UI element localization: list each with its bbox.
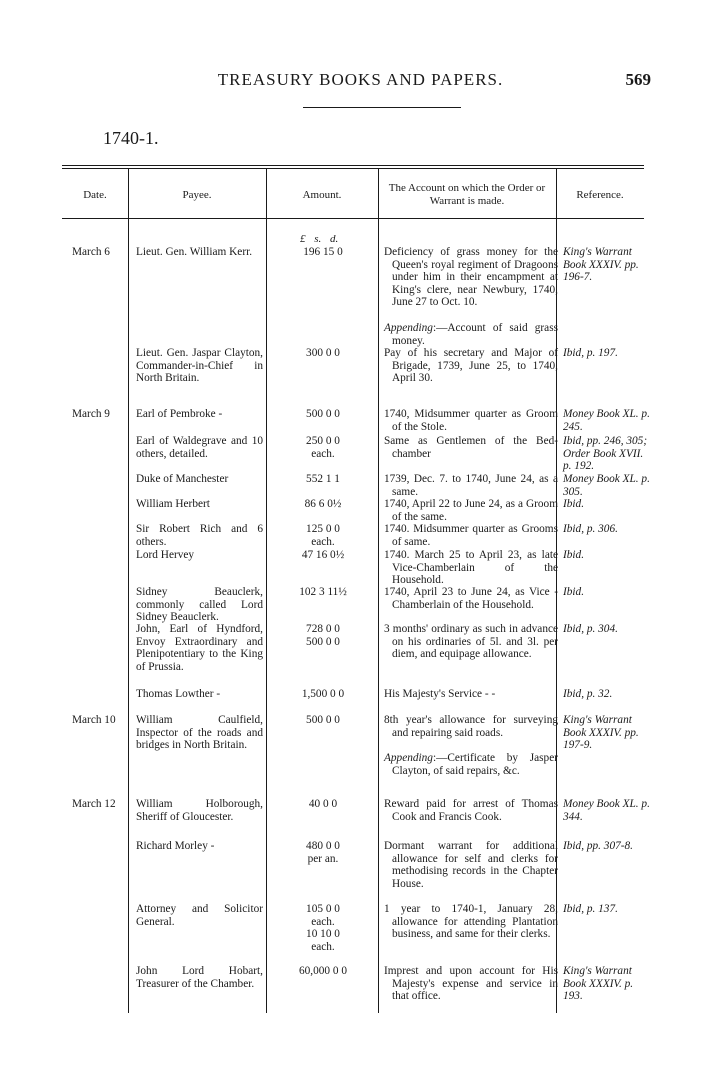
reference-cell: King's Warrant Book XXXIV. pp. 196-7. — [563, 246, 639, 284]
payee-cell: Richard Morley - — [136, 840, 215, 852]
payee-cell: John, Earl of Hyndford, Envoy Extraordinary and Plenipotentiary to the King of Prussia. — [136, 623, 263, 673]
amount-cell: 86 6 0½ — [304, 498, 342, 510]
amount-cell: 40 0 0 — [308, 798, 338, 810]
reference-cell: Ibid, pp. 307-8. — [563, 840, 633, 852]
account-cell: 1 year to 1740-1, January 28, allowance for attending Plantation business, and same for their clerks. — [384, 903, 558, 941]
payee-cell: Lord Hervey — [136, 549, 195, 561]
account-cell: 1740. March 25 to April 23, as late Vice-Chamberlain of the Household. — [384, 549, 558, 587]
appending-note — [384, 752, 558, 777]
amount-value: 125 0 0 — [306, 523, 340, 535]
amount-note: each. — [311, 535, 335, 548]
amount-value: 480 0 0 — [306, 840, 340, 852]
column-header-account: The Account on which the Order or Warrant is made. — [388, 182, 546, 207]
amount-value: 728 0 0 — [306, 623, 340, 635]
account-cell: Dormant warrant for additional allowance for self and clerks for methodising records in the Chapter House. — [384, 840, 558, 890]
reference-cell: Ibid, p. 304. — [563, 623, 618, 635]
amount-note-2: each. — [311, 940, 335, 953]
amount-value: 250 0 0 — [306, 435, 340, 447]
payee-cell: Lieut. Gen. William Kerr. — [136, 246, 253, 258]
lsd-header: £ s. d. — [300, 233, 339, 245]
running-title: TREASURY BOOKS AND PAPERS. — [217, 70, 504, 89]
reference-cell: Ibid. — [563, 586, 585, 598]
account-cell: 1740, Midsummer quarter as Groom of the Stole. — [384, 408, 558, 433]
account-cell: 1740, April 22 to June 24, as a Groom of the same. — [384, 498, 558, 523]
date-cell: March 6 — [72, 246, 110, 258]
reference-cell: Money Book XL. p. 344. — [563, 798, 650, 823]
column-divider — [378, 168, 379, 1013]
reference-cell: King's Warrant Book XXXIV. p. 193. — [563, 965, 634, 1003]
reference-cell: Ibid, p. 306. — [563, 523, 618, 535]
reference-cell: Ibid, pp. 246, 305; Order Book XVII. p. 192. — [563, 435, 648, 473]
column-divider — [128, 168, 129, 1013]
reference-cell: Ibid, p. 137. — [563, 903, 618, 915]
account-cell — [384, 246, 558, 309]
amount-cell — [270, 623, 376, 648]
payee-cell: Sir Robert Rich and 6 others. — [136, 523, 263, 548]
column-header-amount: Amount. — [302, 188, 342, 201]
amount-value: 105 0 0 — [306, 903, 340, 915]
date-cell: March 10 — [72, 714, 116, 726]
amount-value-2: 500 0 0 — [306, 635, 340, 648]
payee-cell: Lieut. Gen. Jaspar Clayton, Commander-in-Chief in North Britain. — [136, 347, 263, 385]
account-cell: Pay of his secretary and Major of Brigade, 1739, June 25, to 1740, April 30. — [384, 347, 558, 385]
amount-cell — [270, 523, 376, 548]
reference-cell: Ibid, p. 197. — [563, 347, 618, 359]
payee-cell: Duke of Manchester — [136, 473, 229, 485]
payee-cell: John Lord Hobart, Treasurer of the Chamber. — [136, 965, 263, 990]
column-header-payee: Payee. — [182, 188, 212, 201]
amount-cell — [270, 435, 376, 460]
payee-cell: Sidney Beauclerk, commonly called Lord Sidney Beauclerk. — [136, 586, 263, 624]
year-heading: 1740-1. — [103, 128, 159, 148]
reference-cell: Ibid. — [563, 549, 585, 561]
column-header-date: Date. — [83, 188, 107, 201]
amount-cell: 552 1 1 — [306, 473, 340, 485]
payee-cell: Thomas Lowther - — [136, 688, 221, 700]
payee-cell: Earl of Waldegrave and 10 others, detailed. — [136, 435, 263, 460]
payee-cell: Attorney and Solicitor General. — [136, 903, 263, 928]
reference-cell: Money Book XL. p. 245. — [563, 408, 650, 433]
amount-cell: 102 3 11½ — [299, 586, 347, 598]
amount-cell — [270, 840, 376, 865]
account-cell: 8th year's allowance for surveying and repairing said roads. — [384, 714, 558, 739]
column-header-reference: Reference. — [576, 188, 624, 201]
reference-cell: Ibid, p. 32. — [563, 688, 613, 700]
amount-note: each. — [311, 447, 335, 460]
page-number: 569 — [625, 70, 651, 89]
amount-cell: 300 0 0 — [306, 347, 340, 359]
account-cell: 1739, Dec. 7. to 1740, June 24, as a same. — [384, 473, 558, 498]
title-rule — [303, 107, 461, 108]
payee-cell: William Holborough, Sheriff of Gloucester. — [136, 798, 263, 823]
date-cell: March 12 — [72, 798, 116, 810]
account-cell: 1740. Midsummer quarter as Grooms of same. — [384, 523, 558, 548]
account-cell: Imprest and upon account for His Majesty's expense and service in that office. — [384, 965, 558, 1003]
appending-text: :—Account of said grass money. — [392, 322, 558, 347]
amount-cell: 60,000 0 0 — [298, 965, 347, 977]
account-cell: His Majesty's Service - - — [384, 688, 496, 700]
reference-cell: Ibid. — [563, 498, 585, 510]
appending-label: Appending — [384, 322, 433, 334]
reference-cell: King's Warrant Book XXXIV. pp. 197-9. — [563, 714, 639, 752]
account-cell: 1740, April 23 to June 24, as Vice - Chamberlain of the Household. — [384, 586, 558, 611]
amount-note: each. — [311, 915, 335, 928]
amount-cell: 47 16 0½ — [301, 549, 345, 561]
account-cell: Same as Gentlemen of the Bed-chamber — [384, 435, 558, 460]
account-cell: 3 months' ordinary as such in advance on his ordinaries of 5l. and 3l. per diem, and equipage allowance. — [384, 623, 558, 661]
amount-value-2: 10 10 0 — [306, 928, 340, 941]
amount-cell: 1,500 0 0 — [301, 688, 345, 700]
appending-text: :—Certificate by Jasper Clayton, of said repairs, &c. — [392, 752, 558, 777]
amount-note: per an. — [307, 852, 339, 865]
table-top-rule — [62, 165, 644, 166]
date-cell: March 9 — [72, 408, 110, 420]
payee-cell: William Herbert — [136, 498, 210, 510]
reference-cell: Money Book XL. p. 305. — [563, 473, 650, 498]
amount-cell — [270, 903, 376, 953]
appending-note — [384, 322, 558, 347]
amount-cell: 500 0 0 — [306, 408, 340, 420]
amount-cell: 500 0 0 — [306, 714, 340, 726]
column-divider — [266, 168, 267, 1013]
account-cell: Reward paid for arrest of Thomas Cook and Francis Cook. — [384, 798, 558, 823]
appending-label: Appending — [384, 752, 433, 764]
payee-cell: William Caulfield, Inspector of the roads and bridges in North Britain. — [136, 714, 263, 752]
payee-cell: Earl of Pembroke - — [136, 408, 223, 420]
amount-cell: 196 15 0 — [303, 246, 343, 258]
account-text: Deficiency of grass money for the Queen's royal regiment of Dragoons under him in their encampment at King's clere, near Newbury, 1740, June 27 to Oct. 10. — [384, 246, 558, 309]
